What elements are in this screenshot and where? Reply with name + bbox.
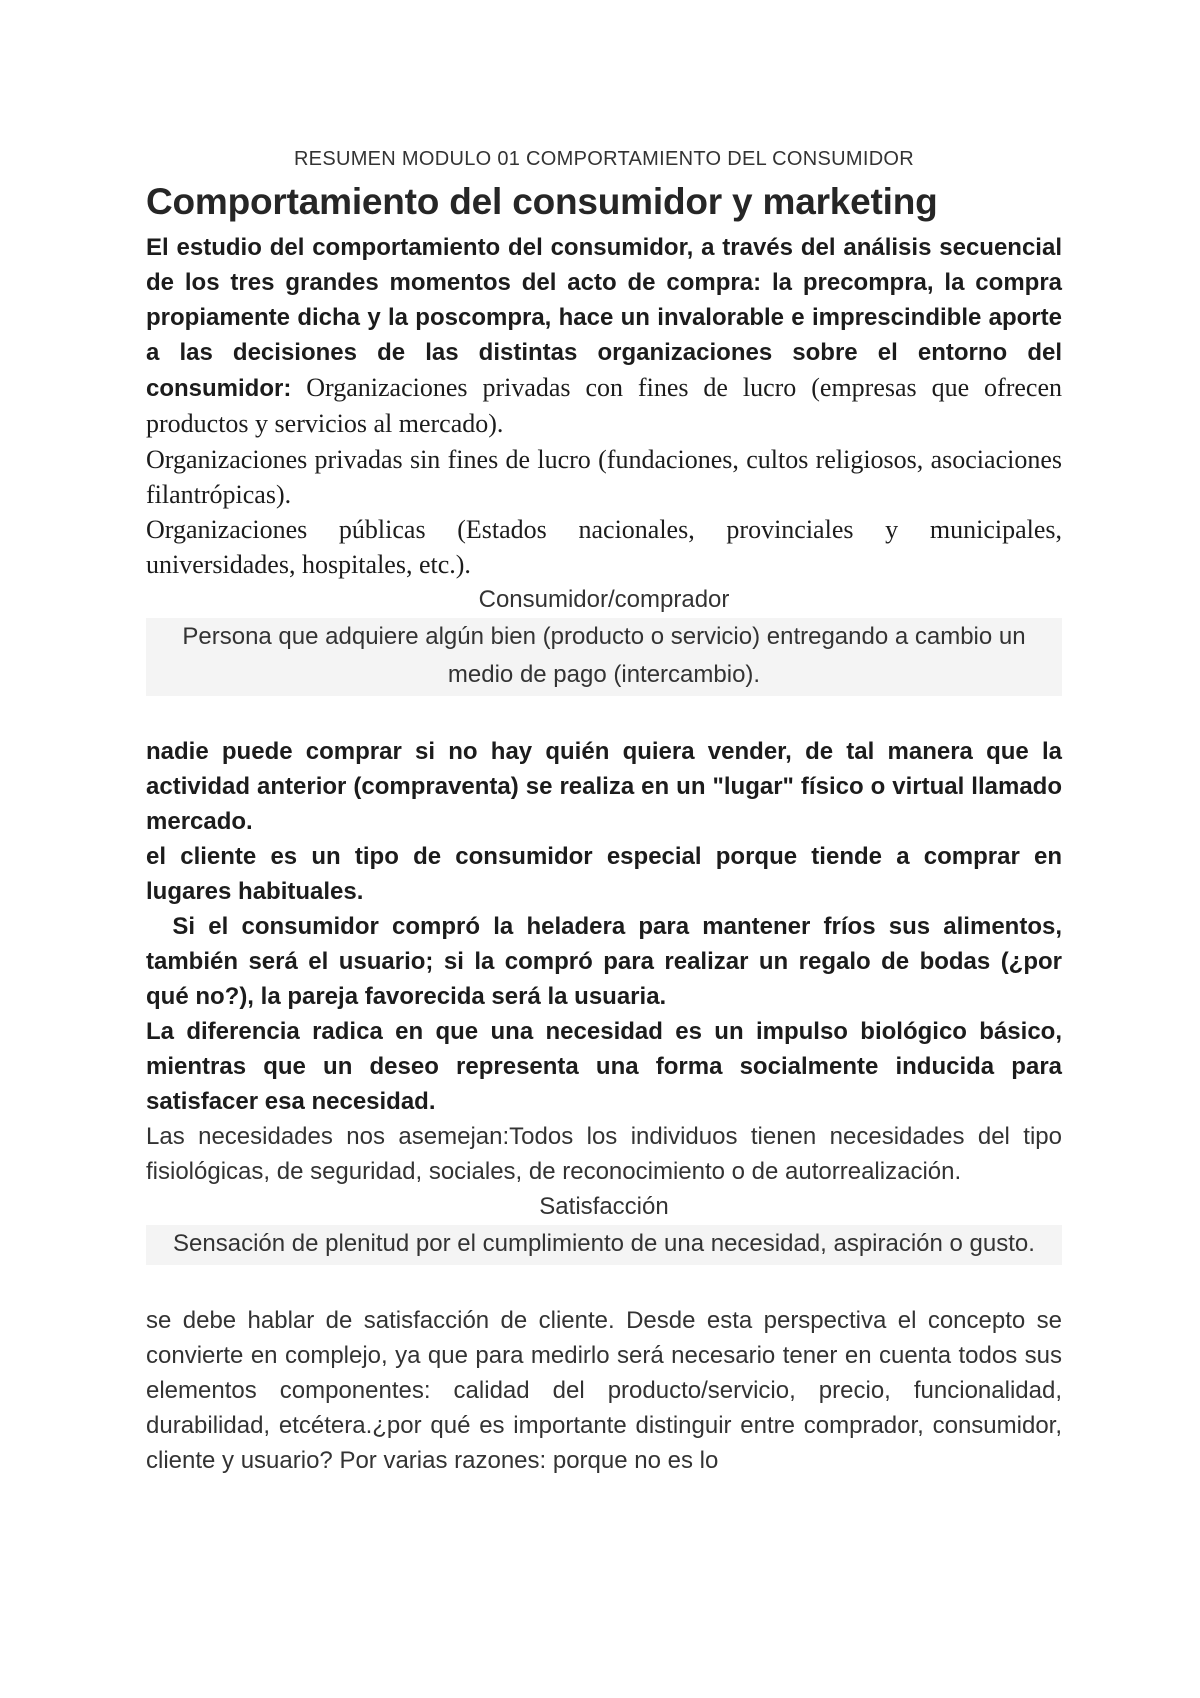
paragraph-client: el cliente es un tipo de consumidor especial porque tiende a comprar en lugares habituales. [146, 843, 1062, 905]
organizations-public: Organizaciones públicas (Estados nacionales, provinciales y municipales, universidades, hospitales, etc.). [146, 515, 1062, 579]
paragraph-market: nadie puede comprar si no hay quién quiera vender, de tal manera que la actividad anterior (compraventa) se realiza en un "lugar" físico o virtual llamado mercado. [146, 738, 1062, 835]
definition-term-consumer: Consumidor/comprador [478, 586, 730, 613]
paragraph-needs-list: Las necesidades nos asemejan:Todos los individuos tienen necesidades del tipo fisiológicas, de seguridad, sociales, de reconocimiento o de autorrealización. [146, 1123, 1062, 1185]
paragraph-satisfaction: se debe hablar de satisfacción de cliente. Desde esta perspectiva el concepto se convierte en complejo, ya que para medirlo será necesario tener en cuenta todos sus elementos componentes: calidad del producto/servicio, precio, funcionalidad, durabilidad, etcétera.¿por qué es importante distinguir entre comprador, consumidor, cliente y usuario? Por varias razones: porque no es lo [146, 1307, 1062, 1474]
intro-bold-text: El estudio del comportamiento del consumidor, a través del análisis secuencial de los tres grandes momentos del acto de compra: la precompra, la compra propiamente dicha y la poscompra, hace un invalorable e imprescindible aporte a las decisiones de las distintas organizaciones sobre el entorno del consumidor: [146, 234, 1062, 402]
definition-box-satisfaction: Sensación de plenitud por el cumplimiento de una necesidad, aspiración o gusto. [146, 1225, 1062, 1265]
document-title: Comportamiento del consumidor y marketing [146, 181, 938, 222]
spacer [146, 696, 1062, 734]
intro-serif-text: Organizaciones privadas con fines de lucro (empresas que ofrecen productos y servicios al mercado). [146, 373, 1062, 438]
document-content [146, 146, 1069, 1478]
definition-term-satisfaction: Satisfacción [539, 1193, 669, 1220]
spacer [146, 1265, 1062, 1303]
paragraph-user: Si el consumidor compró la heladera para mantener fríos sus alimentos, también será el usuario; si la compró para realizar un regalo de bodas (¿por qué no?), la pareja favorecida será la usuaria. [146, 913, 1069, 1010]
document-header: RESUMEN MODULO 01 COMPORTAMIENTO DEL CONSUMIDOR [293, 148, 915, 170]
paragraph-need-desire: La diferencia radica en que una necesidad es un impulso biológico básico, mientras que un deseo representa una forma socialmente inducida para satisfacer esa necesidad. [146, 1018, 1062, 1115]
organizations-nonprofit: Organizaciones privadas sin fines de lucro (fundaciones, cultos religiosos, asociaciones filantrópicas). [146, 445, 1062, 509]
definition-box-consumer: Persona que adquiere algún bien (producto o servicio) entregando a cambio un medio de pago (intercambio). [146, 618, 1062, 696]
intro-paragraph [146, 230, 1062, 442]
